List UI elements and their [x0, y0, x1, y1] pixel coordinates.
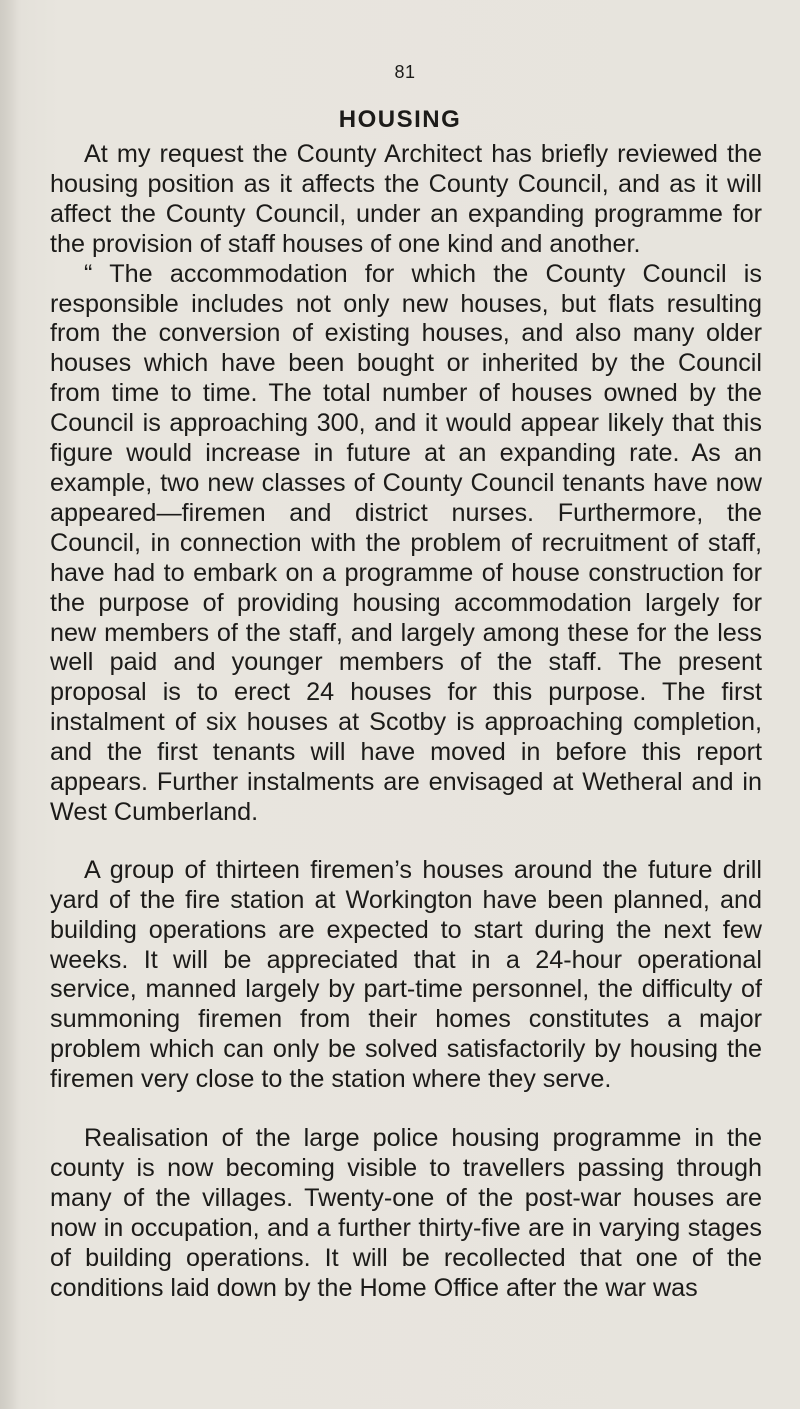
paragraph-firemen-houses: A group of thirteen firemen’s houses around the future drill yard of the fire station at Workington have been planned, and building operations are expected to start during the next few weeks. It will be appreciated that in a 24-hour operational service, manned largely by part-time personnel, the difficulty of summoning firemen from their homes constitutes a major problem which can only be solved satisfactorily by housing the firemen very close to the station where they serve.	[50, 855, 762, 1094]
body-text	[50, 140, 762, 1304]
binding-shadow	[0, 0, 18, 1409]
page-title: HOUSING	[338, 106, 462, 133]
paragraph-police-housing: Realisation of the large police housing programme in the county is now becoming visible to travellers passing through many of the villages. Twenty-one of the post-war houses are now in occupation, and a further thirty-five are in varying stages of building operations. It will be recollected that one of the conditions laid down by the Home Office after the war was	[50, 1124, 762, 1302]
page-number: 81	[394, 62, 416, 82]
paragraph-accommodation: “ The accommodation for which the County Council is responsible includes not only new houses, but flats resulting from the conversion of existing houses, and also many older houses which have been bought or inherited by the Council from time to time. The total number of houses owned by the Council is approaching 300, and it would appear likely that this figure would increase in future at an expanding rate. As an example, two new classes of County Council tenants have now appeared—firemen and district nurses. Furthermore, the Council, in connection with the problem of recruitment of staff, have had to embark on a programme of house construction for the purpose of providing housing accommodation largely for new members of the staff, and largely among these for the less well paid and younger members of the staff. The present proposal is to erect 24 houses for this purpose. The first instalment of six houses at Scotby is approaching completion, and the first tenants will have moved in before this report appears. Further instalments are envisaged at Wetheral and in West Cumberland.	[50, 259, 762, 826]
paragraph-intro: At my request the County Architect has briefly reviewed the housing position as it affects the County Council, and as it will affect the County Council, under an expanding programme for the provision of staff houses of one kind and another.	[50, 140, 762, 258]
